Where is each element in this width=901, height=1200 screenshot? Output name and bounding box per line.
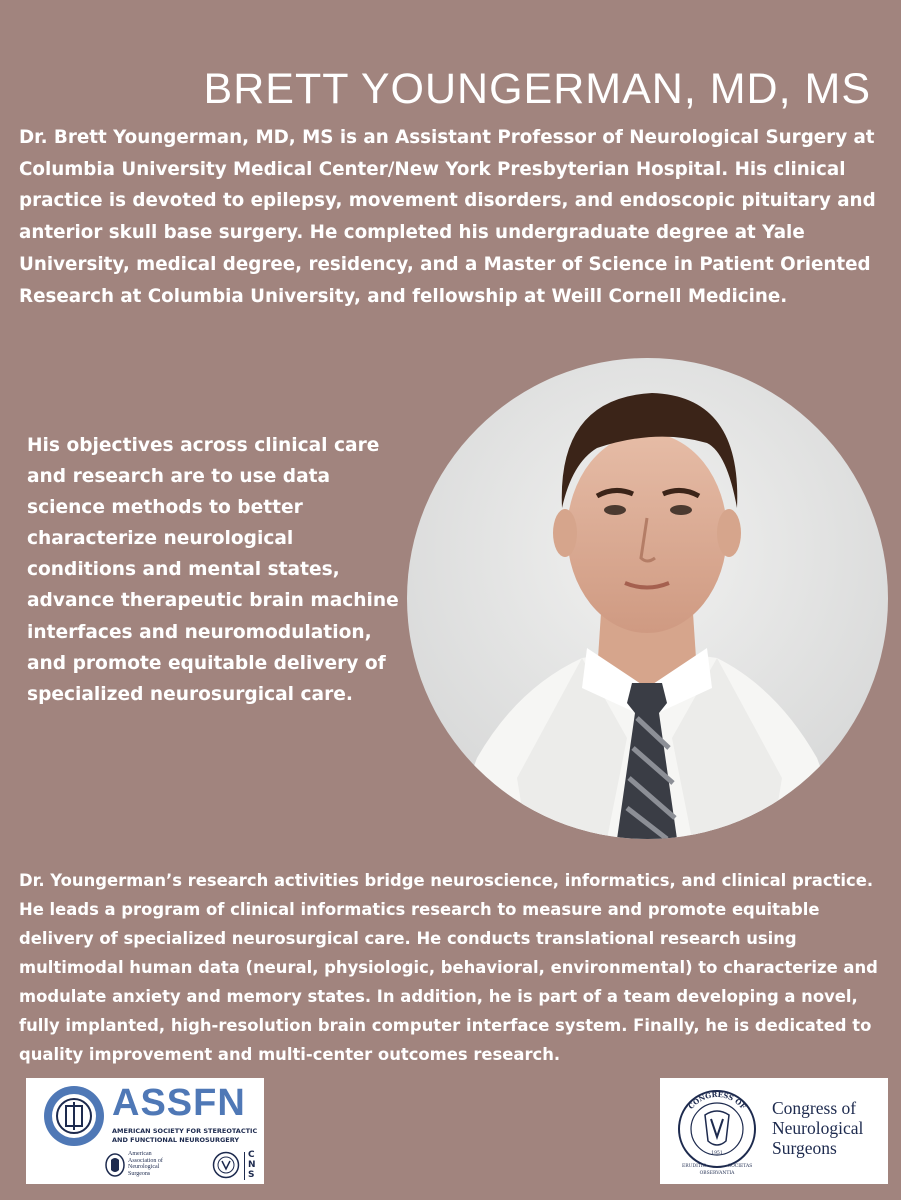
intro-paragraph: Dr. Brett Youngerman, MD, MS is an Assistant Professor of Neurological Surgery at Columbia University Medical Center/New York Presbyterian Hospital. His clinical practice is devoted to epilepsy, movement disorders, and endoscopic pituitary and anterior skull base surgery. He completed his undergraduate degree at Yale University, medical degree, residency, and a Master of Science in Patient Oriented Research at Columbia University, and fellowship at Weill Cornell Medicine. [19,127,876,307]
cns-seal-top: CONGRESS OF [686,1089,748,1111]
assfn-cns-divider [244,1152,245,1180]
cns-seal-icon [668,1085,766,1177]
aans-line2: Association of [128,1157,163,1164]
aans-line1: American [128,1151,152,1157]
cns-motto-bottom: OBSERVANTIA [699,1171,735,1176]
assfn-logo [26,1078,264,1184]
assfn-cns-vertical: CNS [248,1150,256,1180]
objectives-paragraph: His objectives across clinical care and research are to use data science methods to better characterize neurological conditions and mental states, advance therapeutic brain machine interfaces and neuromodulation, and promote equitable delivery of specialized neurosurgical care. [27,435,399,705]
research-paragraph: Dr. Youngerman’s research activities bridge neuroscience, informatics, and clinical practice. He leads a program of clinical informatics research to measure and promote equitable delivery of specialized neurosurgical care. He conducts translational research using multimodal human data (neural, physiologic, behavioral, environmental) to characterize and modulate anxiety and memory states. In addition, he is part of a team developing a novel, fully implanted, high-resolution brain computer interface system. Finally, he is dedicated to quality improvement and multi-center outcomes research. [19,871,878,1064]
page-title: BRETT YOUNGERMAN, MD, MS [203,64,871,113]
cns-motto-right: SOCIETAS [728,1164,753,1169]
cns-name-line2: Neurological [772,1118,864,1138]
assfn-line1: AMERICAN SOCIETY FOR STEREOTACTIC [112,1127,258,1135]
cns-name-line3: Surgeons [772,1138,837,1158]
aans-line4: Surgeons [128,1170,151,1177]
aans-line3: Neurological [128,1164,160,1171]
cns-motto-left: ERUDITIO [682,1164,707,1169]
cns-seal-year: 1951 [711,1151,723,1156]
svg-text:CONGRESS OF [686,1090,747,1111]
aans-emblem-icon [104,1152,126,1178]
cns-name-line1: Congress of [772,1098,857,1118]
assfn-emblem-icon [42,1084,106,1148]
portrait-photo [407,358,888,839]
cns-logo [660,1078,888,1184]
assfn-acronym: ASSFN [112,1082,246,1124]
assfn-line2: AND FUNCTIONAL NEUROSURGERY [112,1136,240,1144]
cns-seal-small-icon [212,1151,240,1179]
